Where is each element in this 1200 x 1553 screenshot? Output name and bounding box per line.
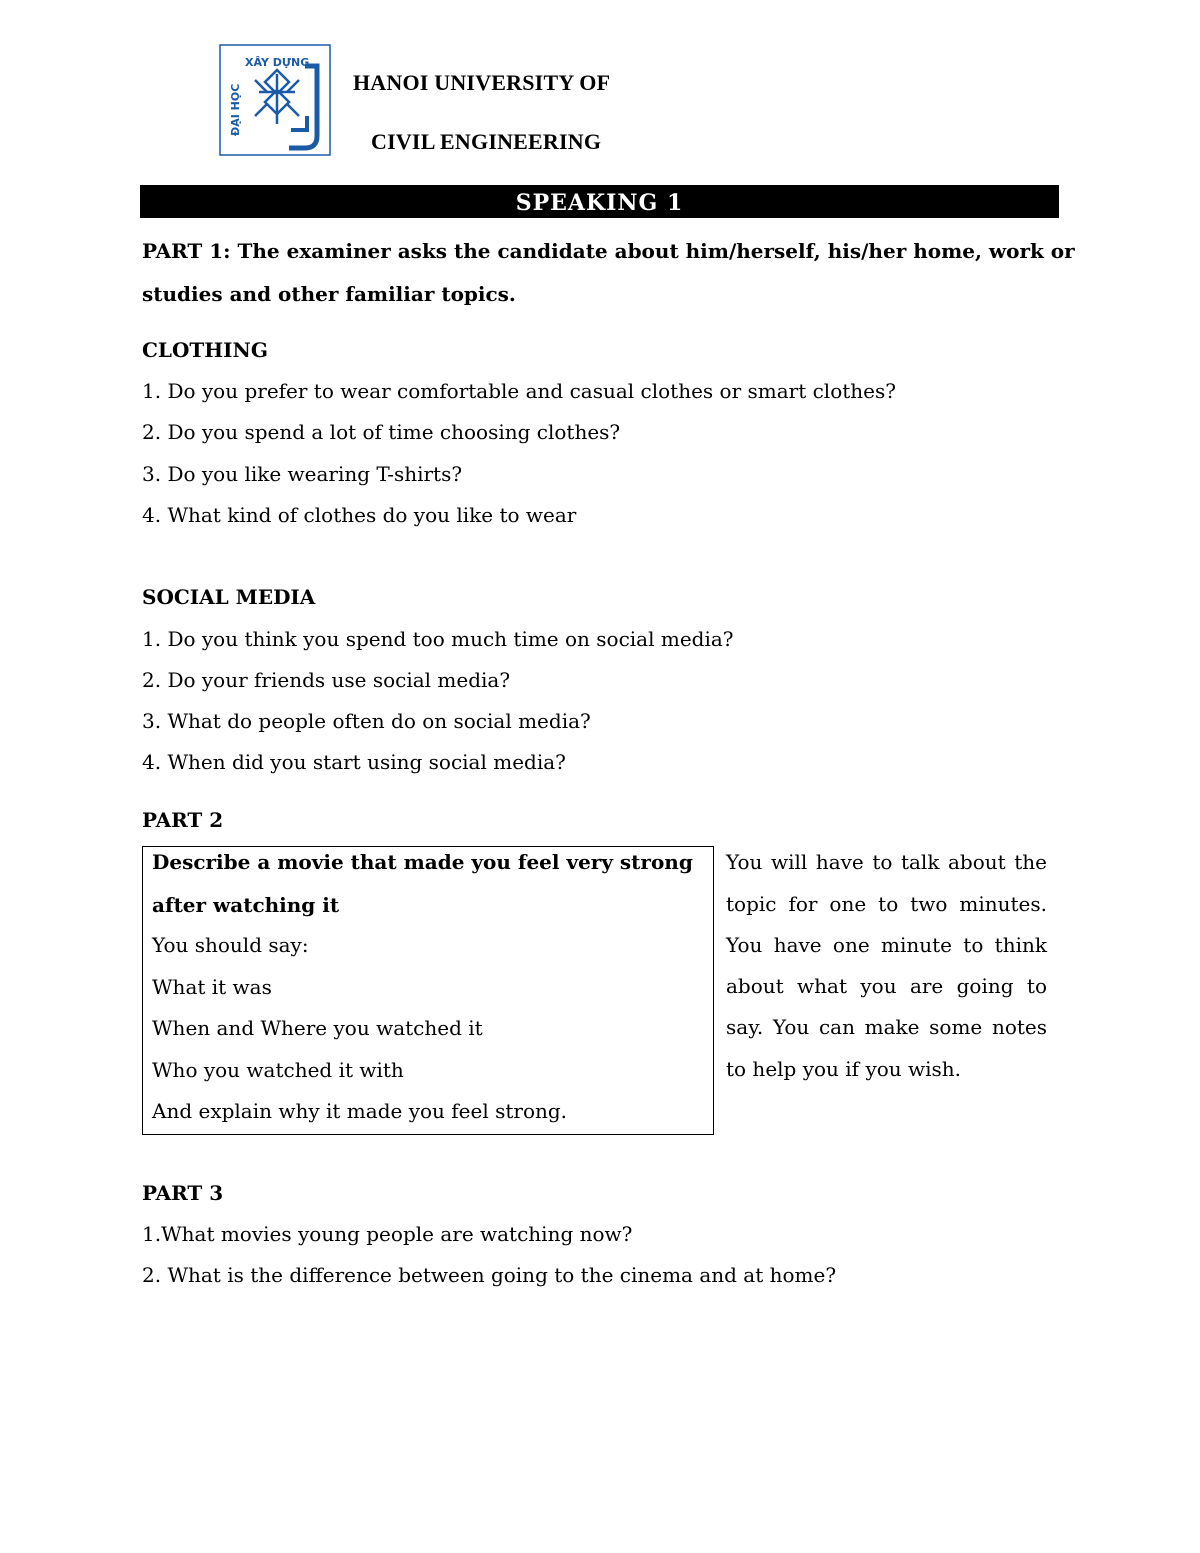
question-item: 2. Do your friends use social media? [142, 668, 511, 692]
cue-card-line: And explain why it made you feel strong. [152, 1099, 568, 1123]
part2-heading: PART 2 [142, 808, 224, 832]
cue-card-line: What it was [152, 975, 272, 999]
logo-text-top: XÂY DỰNG [245, 56, 310, 69]
part1-intro-line2: studies and other familiar topics. [142, 282, 516, 306]
page-title: SPEAKING 1 [140, 185, 1059, 218]
question-item: 2. Do you spend a lot of time choosing clothes? [142, 420, 621, 444]
question-item: 1.What movies young people are watching now? [142, 1222, 633, 1246]
question-item: 3. What do people often do on social media? [142, 709, 591, 733]
instruction-line: You will have to talk about the [726, 850, 1047, 874]
part1-intro-line1: PART 1: The examiner asks the candidate about him/herself, his/her home, work or [142, 239, 1075, 263]
logo-text-side: ĐẠI HỌC [229, 83, 242, 136]
instruction-line: say. You can make some notes [726, 1015, 1047, 1039]
cue-card-line: When and Where you watched it [152, 1016, 483, 1040]
question-item: 2. What is the difference between going to the cinema and at home? [142, 1263, 837, 1287]
question-item: 1. Do you think you spend too much time on social media? [142, 627, 734, 651]
university-name-line2: CIVIL ENGINEERING [371, 129, 602, 154]
question-item: 1. Do you prefer to wear comfortable and casual clothes or smart clothes? [142, 379, 896, 403]
cue-card-line: Who you watched it with [152, 1058, 404, 1082]
instruction-line: You have one minute to think [726, 933, 1047, 957]
topic-heading: CLOTHING [142, 338, 268, 362]
university-name-line1: HANOI UNIVERSITY OF [353, 70, 611, 95]
cue-card-line: You should say: [152, 933, 309, 957]
part2-instructions [726, 850, 1047, 1098]
instruction-line: topic for one to two minutes. [726, 892, 1047, 916]
question-item: 4. When did you start using social media? [142, 750, 566, 774]
topic-heading: SOCIAL MEDIA [142, 585, 316, 609]
cue-card-title-line2: after watching it [152, 893, 340, 917]
question-item: 3. Do you like wearing T-shirts? [142, 462, 463, 486]
part3-heading: PART 3 [142, 1181, 224, 1205]
instruction-line: to help you if you wish. [726, 1057, 962, 1081]
university-logo-icon [219, 44, 331, 156]
cue-card-title-line1: Describe a movie that made you feel very strong [152, 850, 693, 874]
instruction-line: about what you are going to [726, 974, 1047, 998]
question-item: 4. What kind of clothes do you like to wear [142, 503, 577, 527]
